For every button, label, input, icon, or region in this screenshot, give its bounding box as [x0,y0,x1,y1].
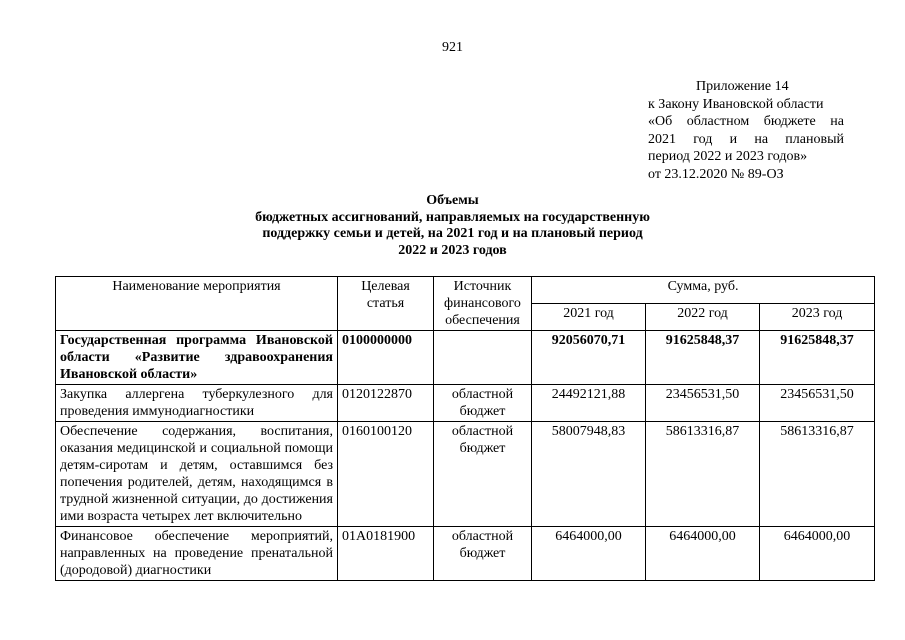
header-sum: Сумма, руб. [532,277,875,304]
header-year-2023: 2023 год [760,304,875,331]
row-name: Закупка аллергена туберкулезного для проведения иммунодиагностики [56,385,338,422]
title-line-2: бюджетных ассигнований, направляемых на государственную [255,209,650,225]
table-row [56,331,875,385]
header-name: Наименование мероприятия [56,277,338,331]
row-source: областной бюджет [434,385,532,422]
appendix-line-2: к Закону Ивановской области [648,96,824,112]
row-source [434,331,532,385]
row-sum-2023: 23456531,50 [760,385,875,422]
appendix-line-3: «Об областном бюджете на [648,114,844,129]
row-code: 0160100120 [338,422,434,527]
row-sum-2023: 91625848,37 [760,331,875,385]
header-source: Источник финансового обеспечения [434,277,532,331]
header-year-2021: 2021 год [532,304,646,331]
appendix-note [648,78,844,183]
budget-table [55,276,875,581]
table-row [56,385,875,422]
appendix-line-6: от 23.12.2020 № 89-ОЗ [648,166,784,182]
row-code: 0120122870 [338,385,434,422]
row-sum-2021: 92056070,71 [532,331,646,385]
row-sum-2022: 6464000,00 [646,527,760,581]
header-row [56,277,875,304]
table-row [56,422,875,527]
row-sum-2023: 6464000,00 [760,527,875,581]
row-sum-2021: 6464000,00 [532,527,646,581]
header-code: Целевая статья [338,277,434,331]
appendix-line-5: период 2022 и 2023 годов» [648,149,808,164]
row-name: Финансовое обеспечение мероприятий, направленных на проведение пренатальной (дородовой) диагностики [56,527,338,581]
title-line-3: поддержку семьи и детей, на 2021 год и на плановый период [262,226,643,241]
row-sum-2022: 58613316,87 [646,422,760,527]
table-row [56,527,875,581]
row-source: областной бюджет [434,527,532,581]
appendix-line-4: 2021 год и на плановый [648,131,844,147]
row-sum-2022: 91625848,37 [646,331,760,385]
row-source: областной бюджет [434,422,532,527]
page-number: 921 [442,40,463,55]
row-sum-2023: 58613316,87 [760,422,875,527]
document-title [0,193,905,259]
row-code: 0100000000 [338,331,434,385]
title-line-1: Объемы [426,193,479,208]
row-sum-2021: 58007948,83 [532,422,646,527]
row-code: 01А0181900 [338,527,434,581]
row-name: Государственная программа Ивановской области «Развитие здравоохранения Ивановской области» [56,331,338,385]
appendix-line-1: Приложение 14 [696,79,789,94]
header-year-2022: 2022 год [646,304,760,331]
row-sum-2021: 24492121,88 [532,385,646,422]
row-name: Обеспечение содержания, воспитания, оказания медицинской и социальной помощи детям-сиротам и детям, оставшимся без попечения родителей, детям, находящимся в трудной жизненной ситуации, до достижения ими возраста четырех лет включительно [56,422,338,527]
row-sum-2022: 23456531,50 [646,385,760,422]
title-line-4: 2022 и 2023 годов [398,242,507,258]
